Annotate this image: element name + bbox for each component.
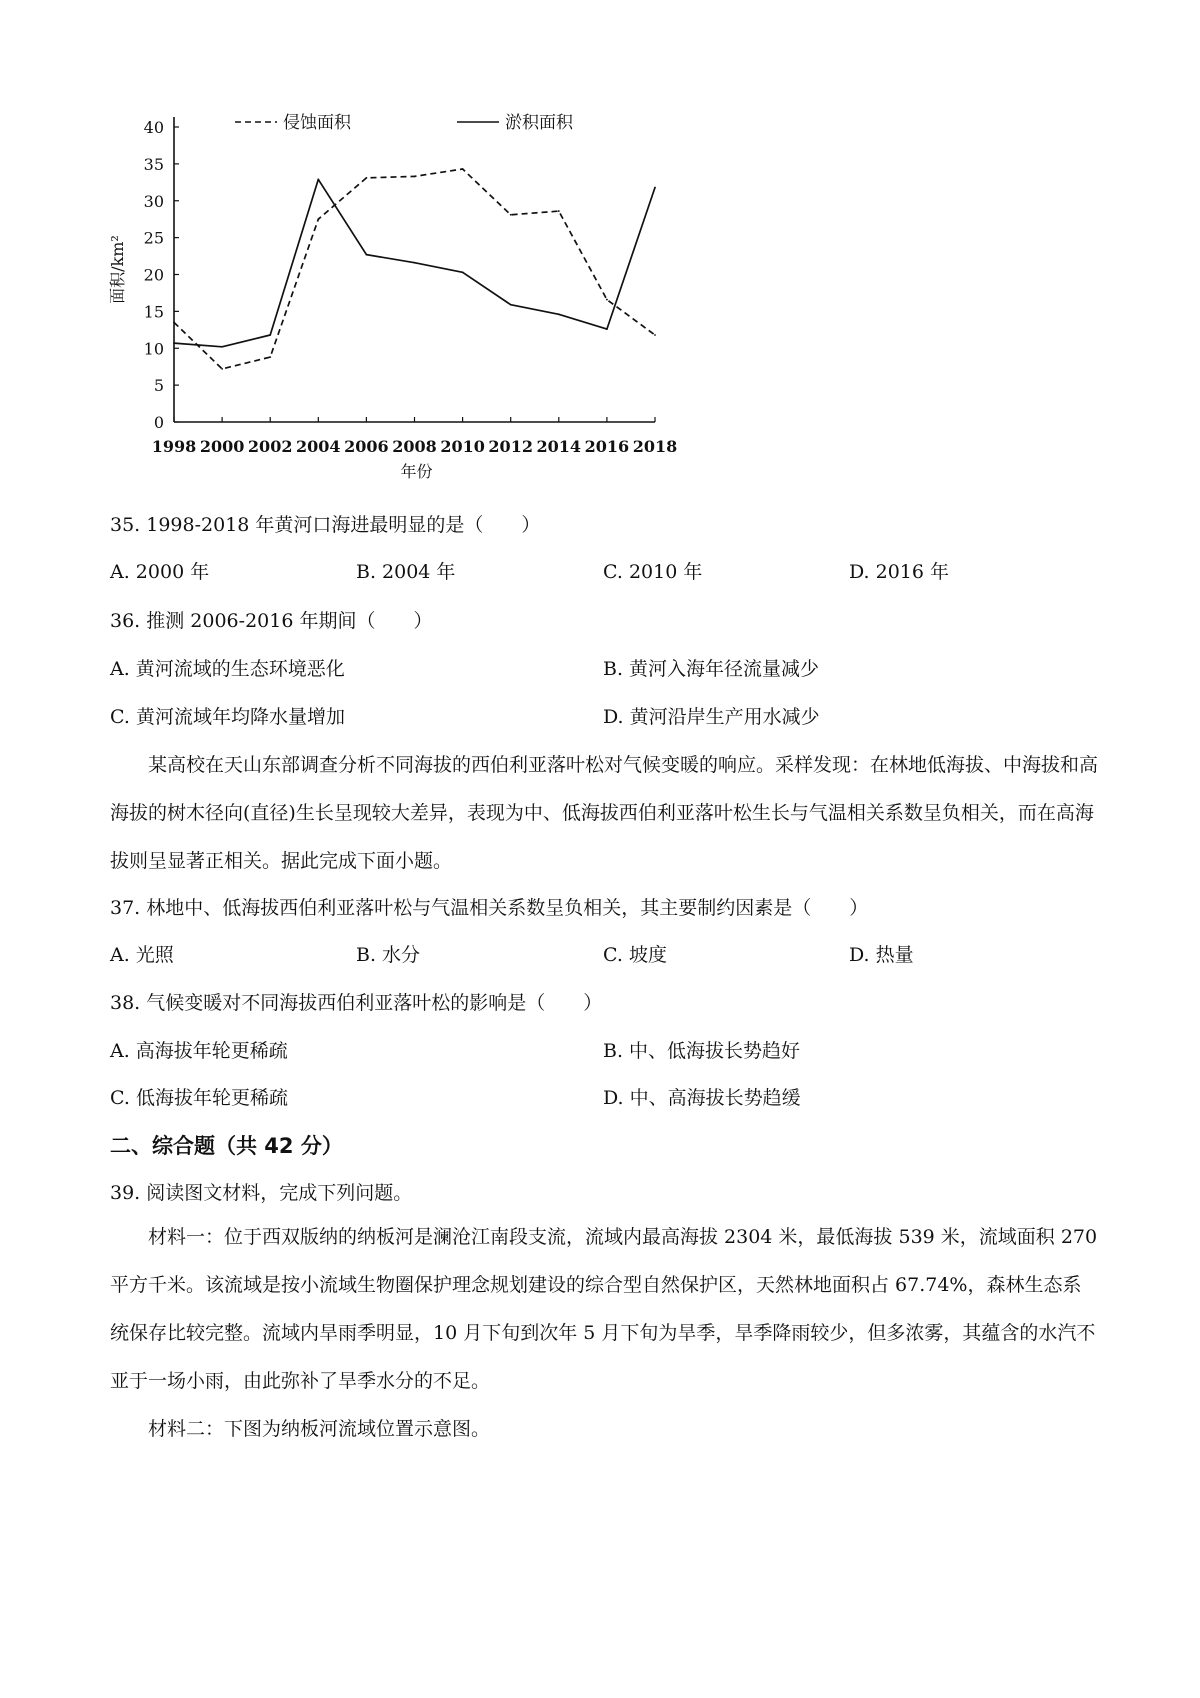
x-tick-label: 2004: [296, 437, 341, 456]
series-2-point: [414, 262, 416, 264]
series-1-point: [269, 356, 271, 358]
series-1-point: [654, 334, 656, 336]
q37-option-c[interactable]: C. 坡度: [603, 944, 667, 966]
y-tick-label: 25: [143, 228, 164, 248]
y-axis-label: 面积/km²: [108, 235, 127, 304]
q38-option-d[interactable]: D. 中、高海拔长势趋缓: [603, 1087, 801, 1109]
q37-option-b[interactable]: B. 水分: [356, 944, 421, 966]
area-line-chart: [95, 105, 755, 495]
y-tick-label: 30: [143, 191, 164, 211]
series-1-point: [558, 210, 560, 212]
material-1-text: 材料一：位于西双版纳的纳板河是澜沧江南段支流，流域内最高海拔 2304 米，最低海拔 539 米，流域面积 270 平方千米。该流域是按小流域生物圈保护理念规划建设的综合型自然保护区，天然林地面积占 67.74%，森林生态系统保存比较完整。流域内旱雨季明显，10 月下旬到次年 5 月下旬为旱季，旱季降雨较少，但多浓雾，其蕴含的水汽不亚于一场小雨，由此弥补了旱季水分的不足。: [110, 1226, 1098, 1392]
q35-option-c[interactable]: C. 2010 年: [603, 561, 703, 583]
x-tick-label: 2006: [344, 437, 389, 456]
question-37-stem: 37. 林地中、低海拔西伯利亚落叶松与气温相关系数呈负相关，其主要制约因素是（ ）: [110, 897, 869, 919]
legend-label-2: 淤积面积: [505, 113, 573, 133]
series-2-point: [606, 328, 608, 330]
q36-option-a[interactable]: A. 黄河流域的生态环境恶化: [110, 658, 345, 680]
series-1-point: [173, 322, 175, 324]
y-tick-label: 20: [143, 265, 164, 285]
q35-option-b[interactable]: B. 2004 年: [356, 561, 456, 583]
y-tick-label: 40: [143, 118, 164, 137]
q38-option-b[interactable]: B. 中、低海拔长势趋好: [603, 1040, 801, 1062]
series-2-point: [269, 334, 271, 336]
x-tick-label: 2002: [247, 437, 293, 456]
q36-option-b[interactable]: B. 黄河入海年径流量减少: [603, 658, 820, 680]
series-1-point: [414, 176, 416, 178]
question-35-stem: 35. 1998-2018 年黄河口海进最明显的是（ ）: [110, 514, 541, 536]
question-38-stem: 38. 气候变暖对不同海拔西伯利亚落叶松的影响是（ ）: [110, 992, 603, 1014]
q35-option-d[interactable]: D. 2016 年: [849, 561, 950, 583]
series-1-point: [366, 177, 368, 179]
series-2-point: [654, 187, 656, 189]
material-2-text: 材料二：下图为纳板河流域位置示意图。: [148, 1418, 491, 1440]
series-line-1: [174, 169, 655, 369]
reading-passage: [110, 741, 1100, 885]
q37-option-d[interactable]: D. 热量: [849, 944, 914, 966]
question-36-stem: 36. 推测 2006-2016 年期间（ ）: [110, 610, 433, 632]
y-tick-label: 5: [153, 376, 164, 396]
series-2-point: [510, 304, 512, 306]
series-1-point: [221, 368, 223, 370]
series-2-point: [317, 178, 319, 180]
material-1: [110, 1213, 1100, 1405]
passage-text: 某高校在天山东部调查分析不同海拔的西伯利亚落叶松对气候变暖的响应。采样发现：在林地低海拔、中海拔和高海拔的树木径向(直径)生长呈现较大差异，表现为中、低海拔西伯利亚落叶松生长与气温相关系数呈负相关，而在高海拔则呈显著正相关。据此完成下面小题。: [110, 754, 1099, 872]
y-tick-label: 0: [153, 413, 164, 432]
legend-label-1: 侵蚀面积: [283, 113, 351, 133]
series-1-point: [317, 218, 319, 220]
question-39-stem: 39. 阅读图文材料，完成下列问题。: [110, 1182, 413, 1204]
x-tick-label: 2014: [536, 437, 582, 456]
x-tick-label: 1998: [151, 437, 197, 456]
q36-option-c[interactable]: C. 黄河流域年均降水量增加: [110, 706, 345, 728]
x-axis-label: 年份: [400, 462, 433, 481]
material-2: [110, 1405, 1100, 1453]
series-2-point: [558, 313, 560, 315]
x-tick-label: 2018: [632, 437, 678, 456]
q38-option-a[interactable]: A. 高海拔年轮更稀疏: [110, 1040, 288, 1062]
series-1-point: [606, 299, 608, 301]
q38-option-c[interactable]: C. 低海拔年轮更稀疏: [110, 1087, 288, 1109]
q35-option-a[interactable]: A. 2000 年: [110, 561, 210, 583]
q36-option-d[interactable]: D. 黄河沿岸生产用水减少: [603, 706, 820, 728]
y-tick-label: 10: [143, 339, 164, 359]
series-2-point: [221, 346, 223, 348]
series-2-point: [173, 342, 175, 344]
section-heading: 二、综合题（共 42 分）: [110, 1134, 343, 1158]
q37-option-a[interactable]: A. 光照: [110, 944, 174, 966]
x-tick-label: 2016: [584, 437, 630, 456]
series-1-point: [462, 168, 464, 170]
x-tick-label: 2008: [392, 437, 437, 456]
series-1-point: [510, 214, 512, 216]
y-tick-label: 35: [143, 154, 164, 174]
series-2-point: [462, 271, 464, 273]
x-tick-label: 2010: [440, 437, 485, 456]
x-tick-label: 2012: [488, 437, 533, 456]
y-tick-label: 15: [143, 302, 164, 322]
series-2-point: [366, 254, 368, 256]
x-tick-label: 2000: [199, 437, 245, 456]
